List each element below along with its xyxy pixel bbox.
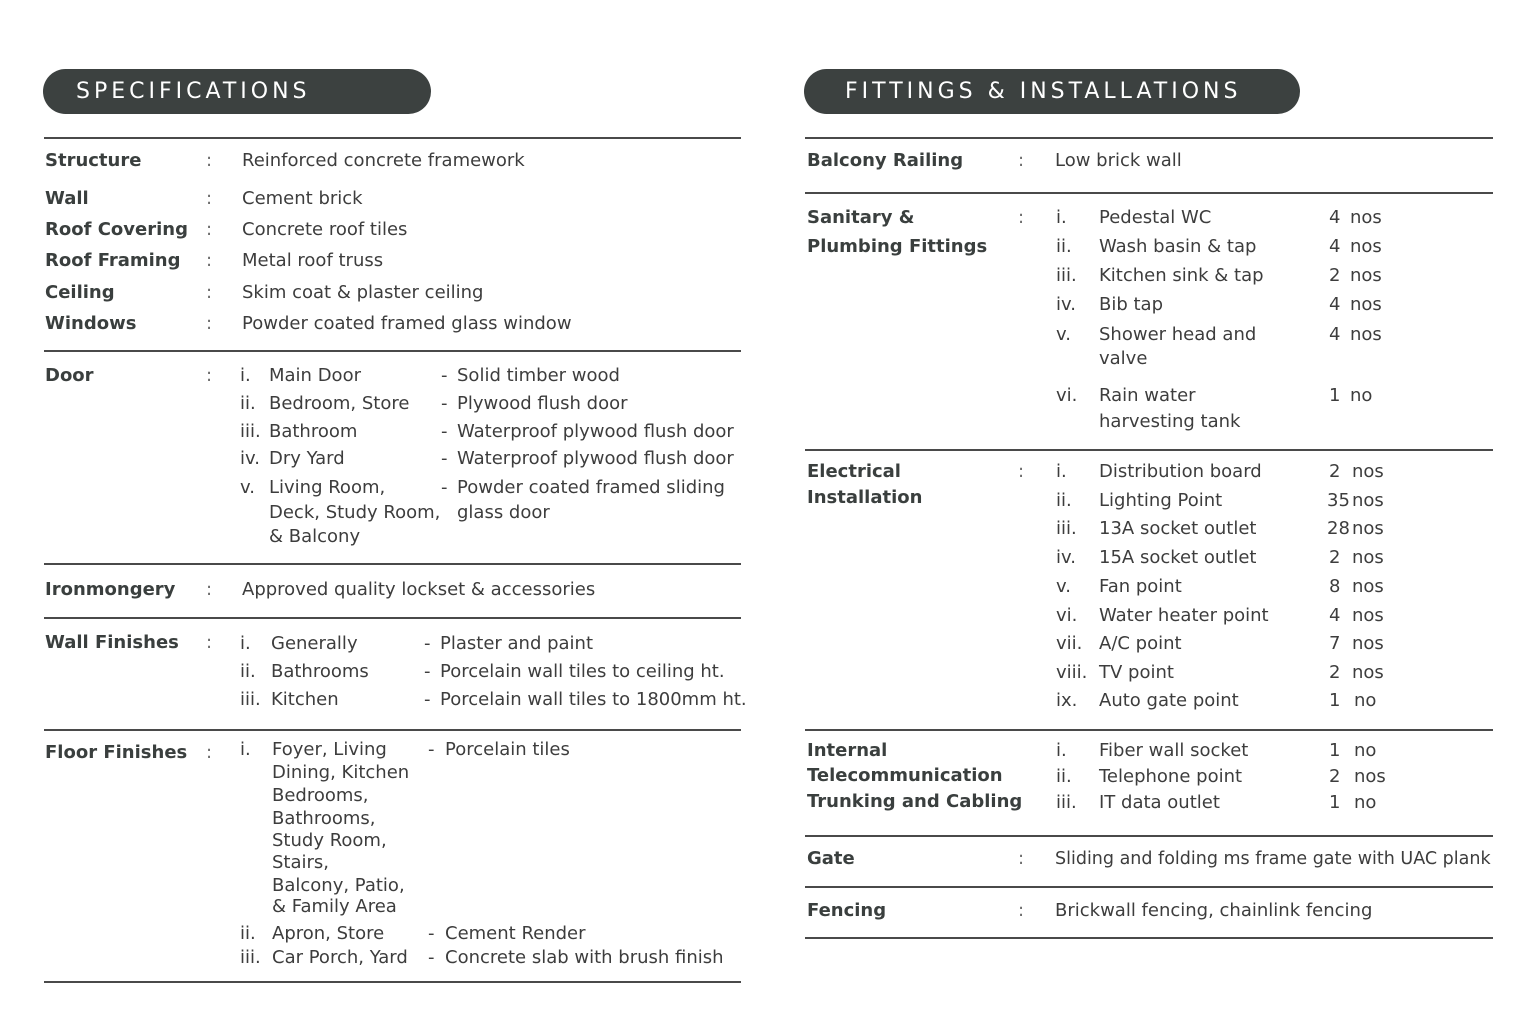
electrical-unit: nos bbox=[1352, 576, 1384, 597]
telecom-label: Telecommunication bbox=[807, 765, 1003, 786]
electrical-item: 15A socket outlet bbox=[1099, 547, 1257, 568]
divider bbox=[805, 937, 1493, 939]
floor-finish-num: ii. bbox=[240, 923, 256, 944]
colon: : bbox=[206, 219, 213, 240]
floor-finish-area: Car Porch, Yard bbox=[272, 947, 408, 968]
ceiling-value: Skim coat & plaster ceiling bbox=[242, 282, 484, 303]
door-spec: Powder coated framed sliding bbox=[457, 477, 725, 498]
balcony-railing-value: Low brick wall bbox=[1055, 150, 1182, 171]
electrical-qty: 4 bbox=[1329, 605, 1341, 626]
wall-label: Wall bbox=[45, 188, 89, 209]
sanitary-num: iv. bbox=[1056, 294, 1076, 315]
sanitary-qty: 4 bbox=[1329, 294, 1341, 315]
sanitary-num: ii. bbox=[1056, 236, 1072, 257]
electrical-unit: nos bbox=[1352, 518, 1384, 539]
electrical-unit: nos bbox=[1352, 605, 1384, 626]
colon: : bbox=[1018, 207, 1025, 228]
fencing-value: Brickwall fencing, chainlink fencing bbox=[1055, 900, 1373, 921]
wall-finish-area: Bathrooms bbox=[271, 661, 369, 682]
dash: - bbox=[428, 947, 435, 968]
windows-label: Windows bbox=[45, 313, 137, 334]
telecom-unit: nos bbox=[1354, 766, 1386, 787]
fittings-heading: FITTINGS & INSTALLATIONS bbox=[845, 79, 1242, 104]
sanitary-qty: 2 bbox=[1329, 265, 1341, 286]
sanitary-qty: 4 bbox=[1329, 324, 1341, 345]
door-spec: Waterproof plywood flush door bbox=[457, 421, 734, 442]
structure-label: Structure bbox=[45, 150, 142, 171]
electrical-qty: 2 bbox=[1329, 547, 1341, 568]
electrical-num: ii. bbox=[1056, 490, 1072, 511]
floor-finish-area: Bedrooms, bbox=[272, 785, 369, 806]
door-spec: glass door bbox=[457, 502, 550, 523]
electrical-item: Fan point bbox=[1099, 576, 1182, 597]
electrical-item: Lighting Point bbox=[1099, 490, 1223, 511]
roof-covering-label: Roof Covering bbox=[45, 219, 188, 240]
colon: : bbox=[206, 250, 213, 271]
telecom-label: Internal bbox=[807, 740, 888, 761]
telecom-num: iii. bbox=[1056, 792, 1077, 813]
sanitary-item: Bib tap bbox=[1099, 294, 1164, 315]
electrical-num: iv. bbox=[1056, 547, 1076, 568]
floor-finish-area: Bathrooms, bbox=[272, 808, 376, 829]
floor-finish-area: Dining, Kitchen bbox=[272, 762, 410, 783]
electrical-unit: nos bbox=[1352, 633, 1384, 654]
sanitary-qty: 1 bbox=[1329, 385, 1341, 406]
floor-finish-spec: Cement Render bbox=[445, 923, 586, 944]
divider bbox=[805, 192, 1493, 194]
door-num: iv. bbox=[240, 448, 260, 469]
sanitary-label: Sanitary & bbox=[807, 207, 915, 228]
sanitary-item: Wash basin & tap bbox=[1099, 236, 1257, 257]
electrical-item: Distribution board bbox=[1099, 461, 1262, 482]
colon: : bbox=[1018, 150, 1025, 171]
floor-finishes-label: Floor Finishes bbox=[45, 742, 188, 763]
sanitary-unit: nos bbox=[1350, 294, 1382, 315]
door-area: Main Door bbox=[269, 365, 361, 386]
electrical-item: 13A socket outlet bbox=[1099, 518, 1257, 539]
floor-finish-area: Stairs, bbox=[272, 852, 330, 873]
telecom-label: Trunking and Cabling bbox=[807, 791, 1023, 812]
colon: : bbox=[206, 188, 213, 209]
colon: : bbox=[1018, 461, 1025, 482]
electrical-unit: nos bbox=[1352, 461, 1384, 482]
divider bbox=[805, 449, 1493, 451]
electrical-num: iii. bbox=[1056, 518, 1077, 539]
door-num: ii. bbox=[240, 393, 256, 414]
sanitary-num: i. bbox=[1056, 207, 1067, 228]
colon: : bbox=[206, 579, 213, 600]
sanitary-num: vi. bbox=[1056, 385, 1078, 406]
telecom-num: i. bbox=[1056, 740, 1067, 761]
dash: - bbox=[441, 421, 448, 442]
dash: - bbox=[441, 448, 448, 469]
telecom-qty: 1 bbox=[1329, 792, 1341, 813]
colon: : bbox=[206, 365, 213, 386]
door-area: Bedroom, Store bbox=[269, 393, 410, 414]
electrical-item: A/C point bbox=[1099, 633, 1182, 654]
colon: : bbox=[206, 632, 213, 653]
floor-finish-area: Foyer, Living bbox=[272, 739, 387, 760]
colon: : bbox=[206, 150, 213, 171]
specifications-heading-pill bbox=[43, 69, 431, 114]
door-area: Deck, Study Room, bbox=[269, 502, 441, 523]
dash: - bbox=[428, 739, 435, 760]
dash: - bbox=[441, 365, 448, 386]
electrical-num: vi. bbox=[1056, 605, 1078, 626]
floor-finish-spec: Porcelain tiles bbox=[445, 739, 570, 760]
divider bbox=[805, 729, 1493, 731]
floor-finish-spec: Concrete slab with brush finish bbox=[445, 947, 724, 968]
telecom-item: Telephone point bbox=[1099, 766, 1243, 787]
sanitary-label: Plumbing Fittings bbox=[807, 236, 988, 257]
sanitary-num: iii. bbox=[1056, 265, 1077, 286]
sanitary-unit: nos bbox=[1350, 324, 1382, 345]
sanitary-item: harvesting tank bbox=[1099, 411, 1241, 432]
divider bbox=[44, 729, 741, 731]
sanitary-qty: 4 bbox=[1329, 207, 1341, 228]
specifications-heading: SPECIFICATIONS bbox=[76, 79, 311, 104]
telecom-unit: no bbox=[1354, 740, 1377, 761]
electrical-unit: nos bbox=[1352, 662, 1384, 683]
door-area: Bathroom bbox=[269, 421, 358, 442]
sanitary-item: Shower head and bbox=[1099, 324, 1257, 345]
sanitary-item: valve bbox=[1099, 348, 1148, 369]
sanitary-qty: 4 bbox=[1329, 236, 1341, 257]
door-spec: Solid timber wood bbox=[457, 365, 620, 386]
colon: : bbox=[206, 313, 213, 334]
wall-finishes-label: Wall Finishes bbox=[45, 632, 179, 653]
structure-value: Reinforced concrete framework bbox=[242, 150, 525, 171]
electrical-num: i. bbox=[1056, 461, 1067, 482]
sanitary-item: Pedestal WC bbox=[1099, 207, 1212, 228]
wall-finish-num: ii. bbox=[240, 661, 256, 682]
sanitary-unit: no bbox=[1350, 385, 1373, 406]
windows-value: Powder coated framed glass window bbox=[242, 313, 572, 334]
fittings-heading-pill bbox=[804, 69, 1300, 114]
door-num: iii. bbox=[240, 421, 261, 442]
electrical-item: Auto gate point bbox=[1099, 690, 1239, 711]
telecom-num: ii. bbox=[1056, 766, 1072, 787]
electrical-num: viii. bbox=[1056, 662, 1088, 683]
door-label: Door bbox=[45, 365, 94, 386]
divider bbox=[44, 617, 741, 619]
electrical-qty: 2 bbox=[1329, 662, 1341, 683]
sanitary-item: Rain water bbox=[1099, 385, 1196, 406]
wall-finish-spec: Porcelain wall tiles to 1800mm ht. bbox=[440, 689, 747, 710]
colon: : bbox=[1018, 848, 1025, 869]
electrical-qty: 7 bbox=[1329, 633, 1341, 654]
divider bbox=[805, 835, 1493, 837]
door-num: i. bbox=[240, 365, 251, 386]
divider bbox=[805, 886, 1493, 888]
divider bbox=[805, 137, 1493, 139]
electrical-item: Water heater point bbox=[1099, 605, 1269, 626]
balcony-railing-label: Balcony Railing bbox=[807, 150, 964, 171]
floor-finish-area: & Family Area bbox=[272, 896, 397, 917]
fencing-label: Fencing bbox=[807, 900, 887, 921]
electrical-label: Installation bbox=[807, 487, 923, 508]
roof-framing-value: Metal roof truss bbox=[242, 250, 384, 271]
electrical-num: v. bbox=[1056, 576, 1071, 597]
electrical-qty: 8 bbox=[1329, 576, 1341, 597]
sanitary-unit: nos bbox=[1350, 265, 1382, 286]
sanitary-item: Kitchen sink & tap bbox=[1099, 265, 1264, 286]
electrical-num: vii. bbox=[1056, 633, 1083, 654]
wall-finish-spec: Plaster and paint bbox=[440, 633, 594, 654]
electrical-label: Electrical bbox=[807, 461, 901, 482]
door-area: & Balcony bbox=[269, 526, 361, 547]
electrical-unit: nos bbox=[1352, 547, 1384, 568]
electrical-num: ix. bbox=[1056, 690, 1078, 711]
dash: - bbox=[428, 923, 435, 944]
ceiling-label: Ceiling bbox=[45, 282, 115, 303]
electrical-qty: 28 bbox=[1327, 518, 1350, 539]
door-spec: Plywood flush door bbox=[457, 393, 628, 414]
dash: - bbox=[424, 689, 431, 710]
floor-finish-num: iii. bbox=[240, 947, 261, 968]
dash: - bbox=[441, 477, 448, 498]
electrical-item: TV point bbox=[1099, 662, 1174, 683]
door-area: Living Room, bbox=[269, 477, 386, 498]
divider bbox=[44, 563, 741, 565]
floor-finish-num: i. bbox=[240, 739, 251, 760]
telecom-item: IT data outlet bbox=[1099, 792, 1220, 813]
divider bbox=[44, 981, 741, 983]
colon: : bbox=[1018, 900, 1025, 921]
electrical-qty: 35 bbox=[1327, 490, 1350, 511]
divider bbox=[44, 137, 741, 139]
roof-covering-value: Concrete roof tiles bbox=[242, 219, 408, 240]
dash: - bbox=[424, 661, 431, 682]
electrical-qty: 1 bbox=[1329, 690, 1341, 711]
gate-label: Gate bbox=[807, 848, 855, 869]
gate-value: Sliding and folding ms frame gate with UAC plank bbox=[1055, 849, 1491, 869]
electrical-unit: no bbox=[1354, 690, 1377, 711]
door-area: Dry Yard bbox=[269, 448, 345, 469]
electrical-qty: 2 bbox=[1329, 461, 1341, 482]
telecom-unit: no bbox=[1354, 792, 1377, 813]
wall-value: Cement brick bbox=[242, 188, 363, 209]
wall-finish-num: iii. bbox=[240, 689, 261, 710]
wall-finish-spec: Porcelain wall tiles to ceiling ht. bbox=[440, 661, 725, 682]
telecom-item: Fiber wall socket bbox=[1099, 740, 1249, 761]
ironmongery-value: Approved quality lockset & accessories bbox=[242, 579, 596, 600]
ironmongery-label: Ironmongery bbox=[45, 579, 176, 600]
sanitary-num: v. bbox=[1056, 324, 1071, 345]
floor-finish-area: Apron, Store bbox=[272, 923, 385, 944]
sanitary-unit: nos bbox=[1350, 207, 1382, 228]
wall-finish-area: Generally bbox=[271, 633, 358, 654]
divider bbox=[44, 350, 741, 352]
telecom-qty: 2 bbox=[1329, 766, 1341, 787]
electrical-unit: nos bbox=[1352, 490, 1384, 511]
dash: - bbox=[441, 393, 448, 414]
door-num: v. bbox=[240, 477, 255, 498]
telecom-qty: 1 bbox=[1329, 740, 1341, 761]
colon: : bbox=[206, 282, 213, 303]
door-spec: Waterproof plywood flush door bbox=[457, 448, 734, 469]
colon: : bbox=[206, 742, 213, 763]
sanitary-unit: nos bbox=[1350, 236, 1382, 257]
wall-finish-num: i. bbox=[240, 633, 251, 654]
dash: - bbox=[424, 633, 431, 654]
wall-finish-area: Kitchen bbox=[271, 689, 339, 710]
floor-finish-area: Balcony, Patio, bbox=[272, 875, 405, 896]
floor-finish-area: Study Room, bbox=[272, 830, 387, 851]
roof-framing-label: Roof Framing bbox=[45, 250, 181, 271]
